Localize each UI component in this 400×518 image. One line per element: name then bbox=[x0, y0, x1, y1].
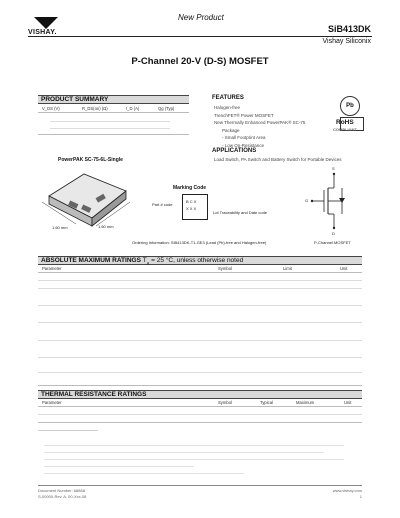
pb-free-icon: Pb bbox=[340, 96, 360, 116]
notes-line bbox=[44, 452, 324, 453]
applications-heading: APPLICATIONS bbox=[212, 148, 257, 154]
features-list bbox=[214, 104, 305, 149]
rohs-label: RoHS bbox=[336, 119, 354, 126]
company-name: Vishay Siliconix bbox=[322, 38, 371, 45]
thermal-divider bbox=[38, 422, 362, 423]
product-summary-heading: PRODUCT SUMMARY bbox=[38, 95, 189, 104]
ps-row-line bbox=[50, 128, 170, 129]
vishay-logo-text: VISHAY. bbox=[28, 29, 57, 36]
ps-row-line bbox=[50, 121, 170, 122]
ps-col-vds: V_DS (V) bbox=[42, 106, 60, 111]
abs-row-line bbox=[38, 322, 362, 323]
part-code-label: Part # code bbox=[152, 202, 173, 207]
schematic-caption: P-Channel MOSFET bbox=[314, 240, 351, 245]
thermal-col-parameter: Parameter bbox=[42, 400, 62, 405]
revision: S-00000-Rev. A, 00-Xxx-08 bbox=[38, 494, 87, 499]
features-heading: FEATURES bbox=[212, 95, 244, 101]
thermal-row-line bbox=[38, 414, 362, 415]
abs-col-unit: Unit bbox=[340, 266, 348, 271]
package-drawing bbox=[34, 166, 139, 241]
abs-row-line bbox=[38, 357, 362, 358]
thermal-col-typical: Typical bbox=[260, 400, 274, 405]
feature-item: New Thermally Enhanced PowerPAK® SC-75 bbox=[214, 120, 306, 125]
ps-col-rds: R_DS(on) (Ω) bbox=[82, 106, 108, 111]
footer-rule bbox=[38, 485, 362, 486]
abs-row-line bbox=[38, 280, 362, 281]
ps-col-qg: Qg (Typ) bbox=[158, 106, 175, 111]
feature-item: Halogen-free bbox=[214, 105, 241, 110]
ps-col-id: I_D (A) bbox=[126, 106, 140, 111]
feature-item: TrenchFET® Power MOSFET bbox=[214, 112, 274, 118]
abs-divider bbox=[38, 385, 362, 386]
website-link[interactable]: www.vishay.com bbox=[332, 488, 362, 493]
package-dim-a: 1.60 mm bbox=[52, 225, 68, 230]
thermal-col-unit: Unit bbox=[344, 400, 352, 405]
package-dim-b: 1.60 mm bbox=[98, 224, 114, 229]
abs-col-limit: Limit bbox=[283, 266, 292, 271]
ps-divider bbox=[38, 112, 189, 113]
feature-item: - Low On-Resistance bbox=[222, 142, 265, 148]
schematic-drain-label: D bbox=[332, 231, 335, 236]
ordering-information: Ordering Information: SiB413DK-T1-GE3 (Lead (Pb)-free and Halogen-free) bbox=[132, 240, 267, 245]
notes-line bbox=[44, 459, 344, 460]
page-number: 1 bbox=[359, 494, 362, 499]
package-title: PowerPAK SC-75-6L-Single bbox=[58, 157, 123, 163]
notes-line bbox=[38, 430, 98, 431]
schematic-gate-label: G bbox=[305, 198, 309, 203]
marking-code-title: Marking Code bbox=[173, 185, 207, 191]
page-title: P-Channel 20-V (D-S) MOSFET bbox=[131, 56, 269, 67]
part-number: SiB413DK bbox=[327, 24, 371, 34]
abs-row-line bbox=[38, 340, 362, 341]
thermal-heading: THERMAL RESISTANCE RATINGS bbox=[38, 390, 362, 399]
feature-item: - Small Footprint Area bbox=[222, 135, 266, 140]
marking-code-line2: X X X bbox=[186, 206, 197, 211]
feature-item: Package bbox=[222, 127, 240, 133]
p-channel-mosfet-symbol-icon bbox=[308, 168, 356, 234]
header-rule bbox=[28, 36, 372, 37]
notes-line bbox=[44, 473, 244, 474]
abs-col-parameter: Parameter bbox=[42, 266, 62, 271]
notes-line bbox=[44, 466, 194, 467]
thermal-divider bbox=[38, 406, 362, 407]
lot-traceability-label: Lot Traceability and Date code bbox=[213, 210, 268, 215]
abs-row-line bbox=[38, 372, 362, 373]
thermal-col-symbol: Symbol bbox=[218, 400, 232, 405]
ps-divider bbox=[38, 134, 189, 135]
abs-max-heading: ABSOLUTE MAXIMUM RATINGS $T_A = 25$ °C, unless otherwise noted bbox=[38, 256, 362, 265]
new-product-label: New Product bbox=[178, 13, 224, 22]
doc-number: Document Number: 68868 bbox=[38, 488, 85, 493]
marking-code-line1: B C X bbox=[186, 199, 197, 204]
thermal-col-maximum: Maximum bbox=[296, 400, 315, 405]
abs-row-line bbox=[38, 305, 362, 306]
marking-chip bbox=[182, 194, 208, 220]
abs-row-line bbox=[38, 288, 362, 289]
rohs-compliant: COMPLIANT bbox=[333, 127, 357, 132]
schematic-source-label: S bbox=[332, 166, 335, 171]
notes-line bbox=[44, 445, 344, 446]
abs-col-symbol: Symbol bbox=[218, 266, 232, 271]
applications-item: Load Switch, PA Switch and Battery Switch for Portable Devices bbox=[214, 157, 342, 162]
abs-divider bbox=[38, 272, 362, 273]
